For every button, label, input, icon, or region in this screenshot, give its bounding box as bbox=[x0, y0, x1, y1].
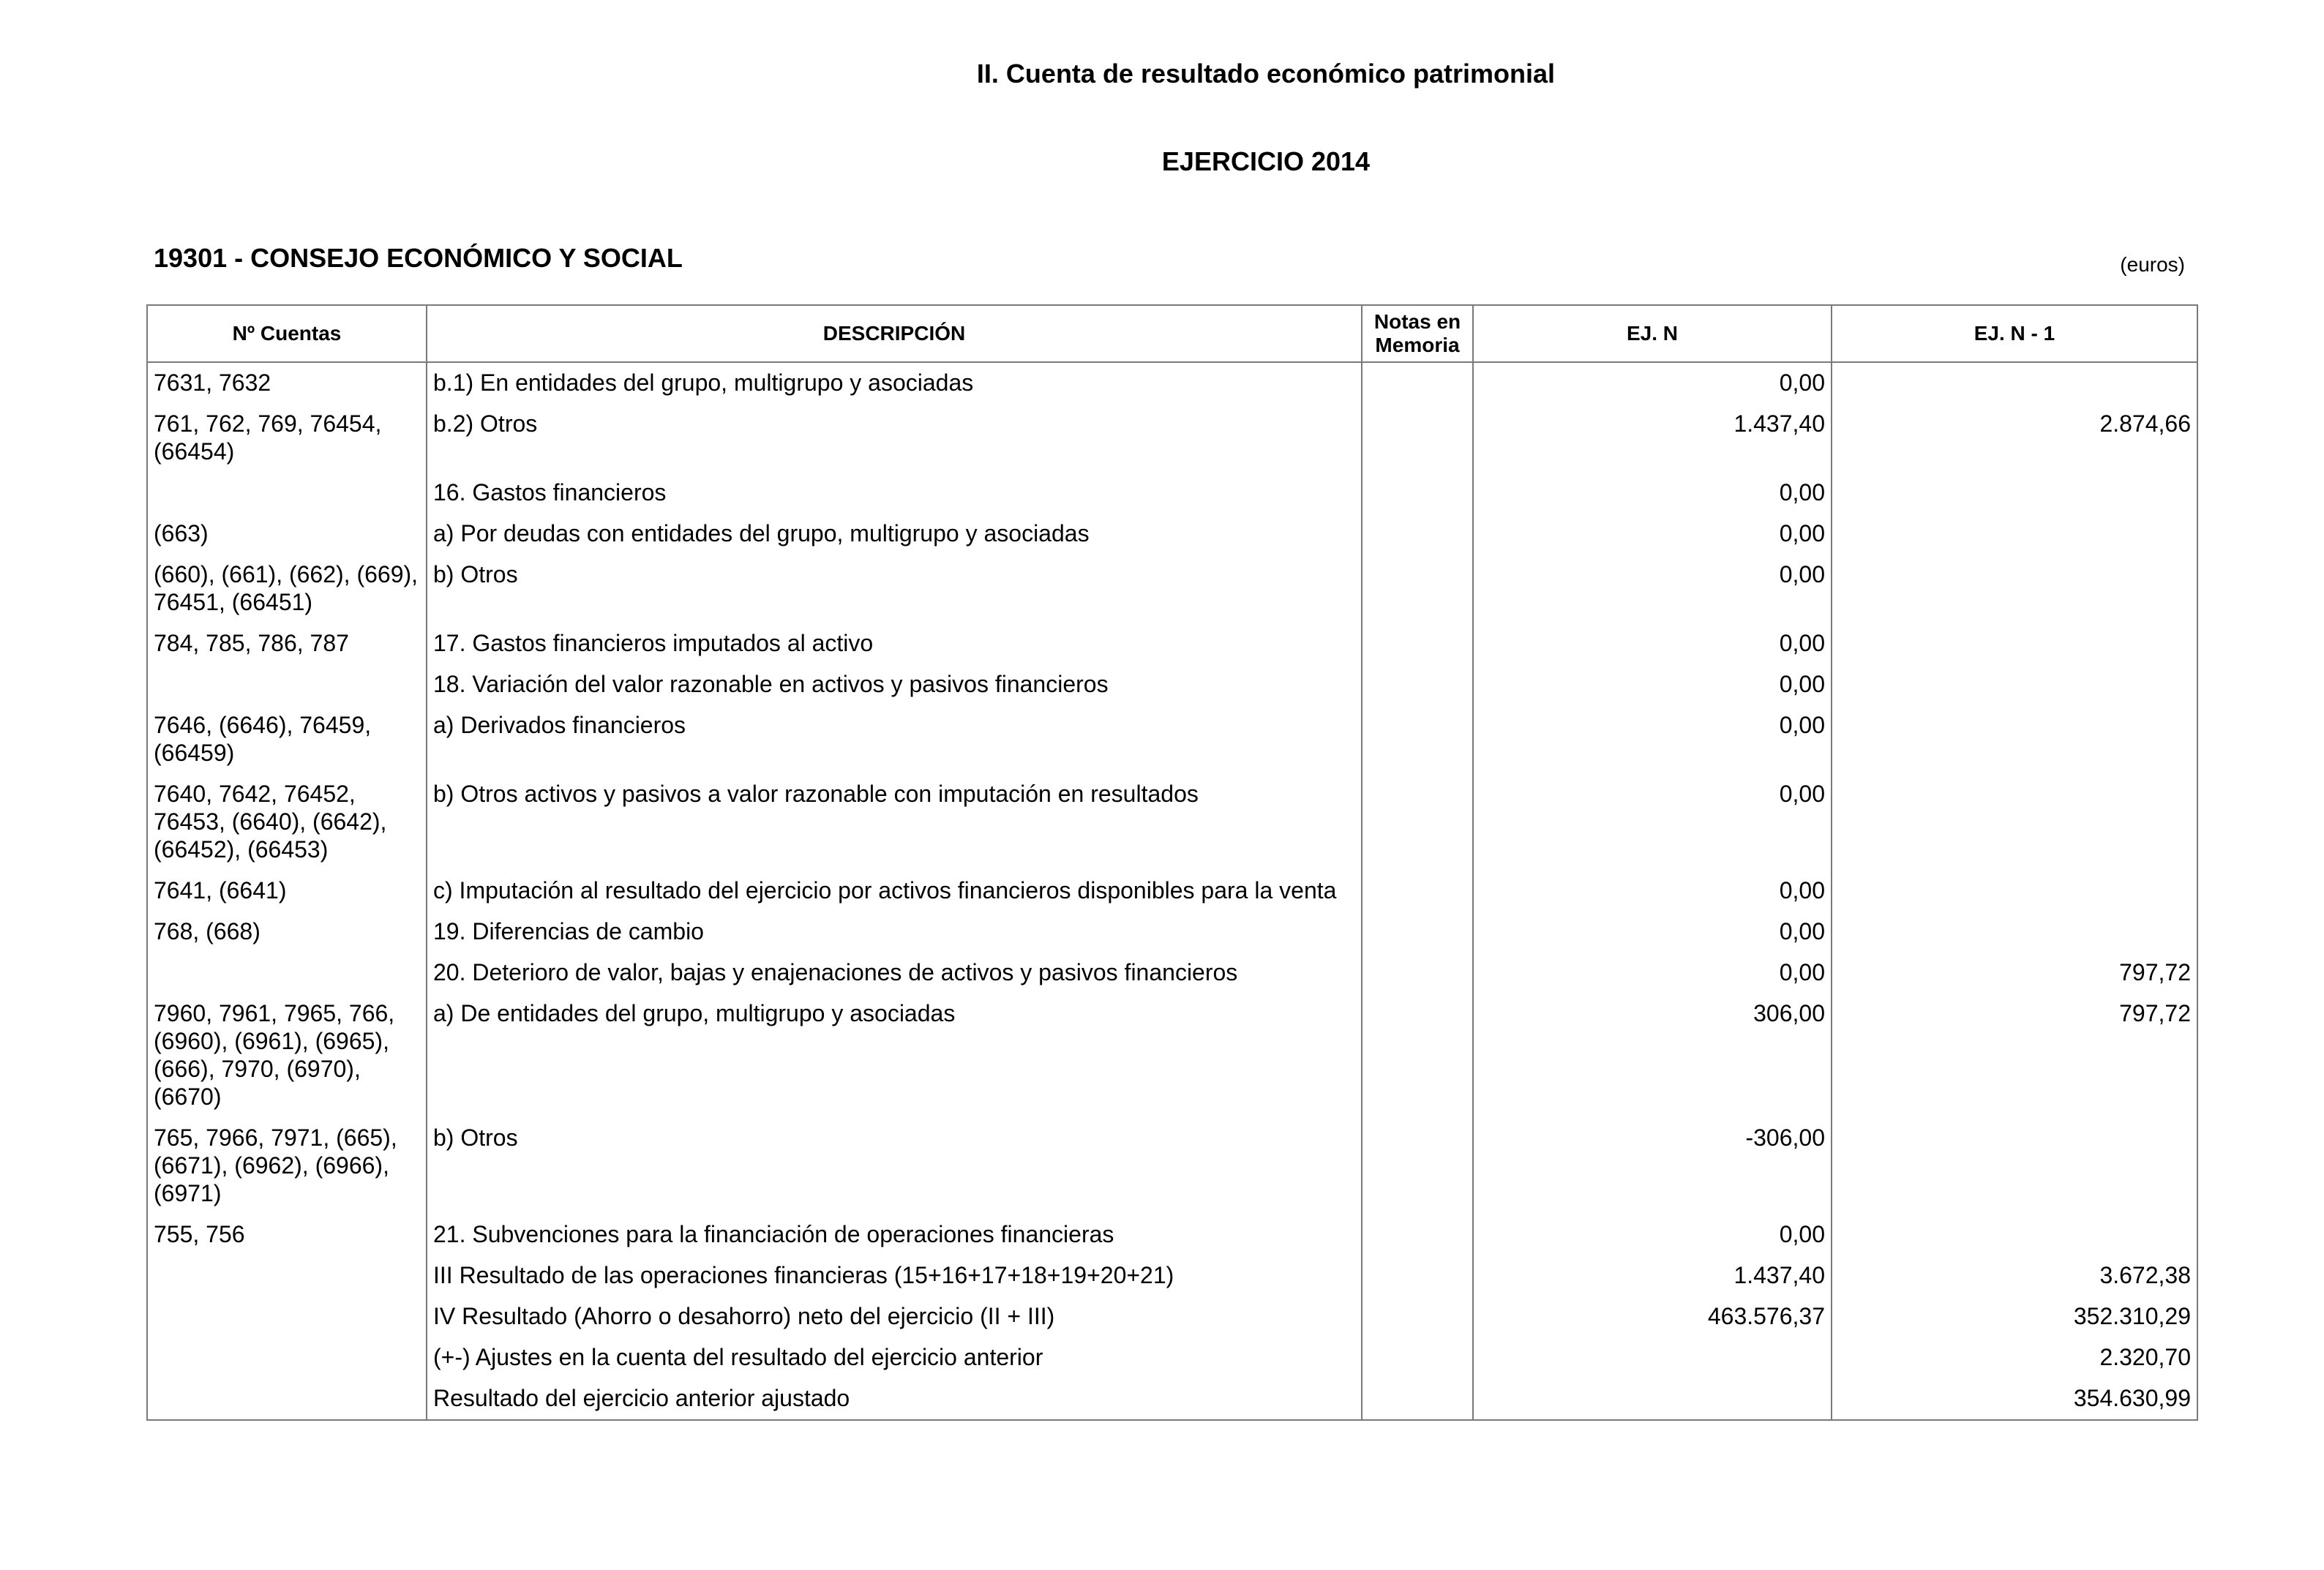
column-header-previous-year: EJ. N - 1 bbox=[1832, 305, 2197, 362]
description-cell: a) Derivados financieros bbox=[427, 705, 1362, 774]
notes-cell bbox=[1362, 774, 1473, 871]
column-header-accounts: Nº Cuentas bbox=[147, 305, 427, 362]
description-cell: b.1) En entidades del grupo, multigrupo y asociadas bbox=[427, 362, 1362, 404]
description-cell: a) Por deudas con entidades del grupo, multigrupo y asociadas bbox=[427, 514, 1362, 555]
account-codes-cell bbox=[147, 1255, 427, 1296]
description-cell: 20. Deterioro de valor, bajas y enajenaciones de activos y pasivos financieros bbox=[427, 953, 1362, 994]
current-year-value-cell: 0,00 bbox=[1473, 953, 1832, 994]
current-year-value-cell: 0,00 bbox=[1473, 473, 1832, 514]
table-body bbox=[147, 362, 2197, 1420]
description-cell: 19. Diferencias de cambio bbox=[427, 912, 1362, 953]
entity-name: 19301 - CONSEJO ECONÓMICO Y SOCIAL bbox=[154, 243, 683, 273]
description-cell: 18. Variación del valor razonable en activos y pasivos financieros bbox=[427, 664, 1362, 705]
table-header-row bbox=[147, 305, 2197, 362]
table-row bbox=[147, 1255, 2197, 1296]
account-codes-cell: 7641, (6641) bbox=[147, 871, 427, 912]
table-row bbox=[147, 1296, 2197, 1337]
column-header-notes: Notas en Memoria bbox=[1362, 305, 1473, 362]
description-cell: IV Resultado (Ahorro o desahorro) neto del ejercicio (II + III) bbox=[427, 1296, 1362, 1337]
notes-cell bbox=[1362, 473, 1473, 514]
previous-year-value-cell bbox=[1832, 473, 2197, 514]
table-row bbox=[147, 953, 2197, 994]
account-codes-cell: 7631, 7632 bbox=[147, 362, 427, 404]
current-year-value-cell: 1.437,40 bbox=[1473, 404, 1832, 473]
description-cell: 17. Gastos financieros imputados al activo bbox=[427, 623, 1362, 664]
notes-cell bbox=[1362, 664, 1473, 705]
account-codes-cell bbox=[147, 953, 427, 994]
current-year-value-cell: 0,00 bbox=[1473, 1214, 1832, 1255]
current-year-value-cell: 0,00 bbox=[1473, 912, 1832, 953]
account-codes-cell: (660), (661), (662), (669), 76451, (66451) bbox=[147, 555, 427, 623]
account-codes-cell bbox=[147, 664, 427, 705]
previous-year-value-cell: 354.630,99 bbox=[1832, 1378, 2197, 1420]
account-codes-cell: 7640, 7642, 76452, 76453, (6640), (6642), (66452), (66453) bbox=[147, 774, 427, 871]
currency-unit: (euros) bbox=[2120, 253, 2185, 276]
account-codes-cell: 761, 762, 769, 76454, (66454) bbox=[147, 404, 427, 473]
notes-cell bbox=[1362, 1378, 1473, 1420]
notes-cell bbox=[1362, 1337, 1473, 1378]
notes-cell bbox=[1362, 555, 1473, 623]
current-year-value-cell bbox=[1473, 1378, 1832, 1420]
current-year-value-cell: 0,00 bbox=[1473, 362, 1832, 404]
notes-cell bbox=[1362, 953, 1473, 994]
notes-cell bbox=[1362, 514, 1473, 555]
notes-cell bbox=[1362, 871, 1473, 912]
account-codes-cell: 768, (668) bbox=[147, 912, 427, 953]
report-title: II. Cuenta de resultado económico patrimonial bbox=[976, 59, 1556, 89]
description-cell: (+-) Ajustes en la cuenta del resultado del ejercicio anterior bbox=[427, 1337, 1362, 1378]
previous-year-value-cell bbox=[1832, 623, 2197, 664]
previous-year-value-cell: 2.320,70 bbox=[1832, 1337, 2197, 1378]
previous-year-value-cell bbox=[1832, 871, 2197, 912]
table-row bbox=[147, 514, 2197, 555]
current-year-value-cell: 0,00 bbox=[1473, 664, 1832, 705]
table-row bbox=[147, 362, 2197, 404]
table-row bbox=[147, 871, 2197, 912]
notes-cell bbox=[1362, 1296, 1473, 1337]
description-cell: b) Otros bbox=[427, 1118, 1362, 1214]
table-row bbox=[147, 1337, 2197, 1378]
notes-cell bbox=[1362, 404, 1473, 473]
table-row bbox=[147, 912, 2197, 953]
account-codes-cell: 7646, (6646), 76459, (66459) bbox=[147, 705, 427, 774]
account-codes-cell bbox=[147, 1337, 427, 1378]
previous-year-value-cell bbox=[1832, 774, 2197, 871]
table-row bbox=[147, 555, 2197, 623]
account-codes-cell bbox=[147, 1296, 427, 1337]
current-year-value-cell: 0,00 bbox=[1473, 623, 1832, 664]
previous-year-value-cell: 797,72 bbox=[1832, 953, 2197, 994]
previous-year-value-cell: 2.874,66 bbox=[1832, 404, 2197, 473]
previous-year-value-cell: 352.310,29 bbox=[1832, 1296, 2197, 1337]
table-row bbox=[147, 664, 2197, 705]
account-codes-cell bbox=[147, 1378, 427, 1420]
account-codes-cell: 7960, 7961, 7965, 766, (6960), (6961), (6965), (666), 7970, (6970), (6670) bbox=[147, 994, 427, 1118]
table-row bbox=[147, 1118, 2197, 1214]
previous-year-value-cell: 797,72 bbox=[1832, 994, 2197, 1118]
account-codes-cell: 755, 756 bbox=[147, 1214, 427, 1255]
notes-cell bbox=[1362, 994, 1473, 1118]
account-codes-cell: 765, 7966, 7971, (665), (6671), (6962), (6966), (6971) bbox=[147, 1118, 427, 1214]
notes-cell bbox=[1362, 1255, 1473, 1296]
table-row bbox=[147, 774, 2197, 871]
current-year-value-cell: 0,00 bbox=[1473, 871, 1832, 912]
previous-year-value-cell bbox=[1832, 705, 2197, 774]
income-statement-table bbox=[146, 304, 2198, 1421]
previous-year-value-cell: 3.672,38 bbox=[1832, 1255, 2197, 1296]
notes-cell bbox=[1362, 912, 1473, 953]
fiscal-year-title: EJERCICIO 2014 bbox=[1161, 146, 1371, 176]
previous-year-value-cell bbox=[1832, 1118, 2197, 1214]
description-cell: c) Imputación al resultado del ejercicio por activos financieros disponibles para la venta bbox=[427, 871, 1362, 912]
table-row bbox=[147, 404, 2197, 473]
account-codes-cell: 784, 785, 786, 787 bbox=[147, 623, 427, 664]
notes-cell bbox=[1362, 1214, 1473, 1255]
description-cell: 21. Subvenciones para la financiación de operaciones financieras bbox=[427, 1214, 1362, 1255]
account-codes-cell: (663) bbox=[147, 514, 427, 555]
description-cell: 16. Gastos financieros bbox=[427, 473, 1362, 514]
table-row bbox=[147, 994, 2197, 1118]
table-row bbox=[147, 623, 2197, 664]
current-year-value-cell: 0,00 bbox=[1473, 555, 1832, 623]
table-row bbox=[147, 1378, 2197, 1420]
notes-cell bbox=[1362, 1118, 1473, 1214]
account-codes-cell bbox=[147, 473, 427, 514]
description-cell: b) Otros bbox=[427, 555, 1362, 623]
previous-year-value-cell bbox=[1832, 1214, 2197, 1255]
description-cell: b) Otros activos y pasivos a valor razonable con imputación en resultados bbox=[427, 774, 1362, 871]
previous-year-value-cell bbox=[1832, 664, 2197, 705]
current-year-value-cell: 0,00 bbox=[1473, 514, 1832, 555]
description-cell: III Resultado de las operaciones financieras (15+16+17+18+19+20+21) bbox=[427, 1255, 1362, 1296]
description-cell: b.2) Otros bbox=[427, 404, 1362, 473]
previous-year-value-cell bbox=[1832, 514, 2197, 555]
current-year-value-cell: 0,00 bbox=[1473, 705, 1832, 774]
previous-year-value-cell bbox=[1832, 555, 2197, 623]
table-row bbox=[147, 1214, 2197, 1255]
notes-cell bbox=[1362, 362, 1473, 404]
description-cell: a) De entidades del grupo, multigrupo y asociadas bbox=[427, 994, 1362, 1118]
table-row bbox=[147, 473, 2197, 514]
current-year-value-cell: 0,00 bbox=[1473, 774, 1832, 871]
notes-cell bbox=[1362, 705, 1473, 774]
previous-year-value-cell bbox=[1832, 362, 2197, 404]
table-row bbox=[147, 705, 2197, 774]
current-year-value-cell: 463.576,37 bbox=[1473, 1296, 1832, 1337]
notes-cell bbox=[1362, 623, 1473, 664]
current-year-value-cell: 306,00 bbox=[1473, 994, 1832, 1118]
column-header-current-year: EJ. N bbox=[1473, 305, 1832, 362]
description-cell: Resultado del ejercicio anterior ajustado bbox=[427, 1378, 1362, 1420]
current-year-value-cell bbox=[1473, 1337, 1832, 1378]
current-year-value-cell: 1.437,40 bbox=[1473, 1255, 1832, 1296]
previous-year-value-cell bbox=[1832, 912, 2197, 953]
current-year-value-cell: -306,00 bbox=[1473, 1118, 1832, 1214]
column-header-description: DESCRIPCIÓN bbox=[427, 305, 1362, 362]
